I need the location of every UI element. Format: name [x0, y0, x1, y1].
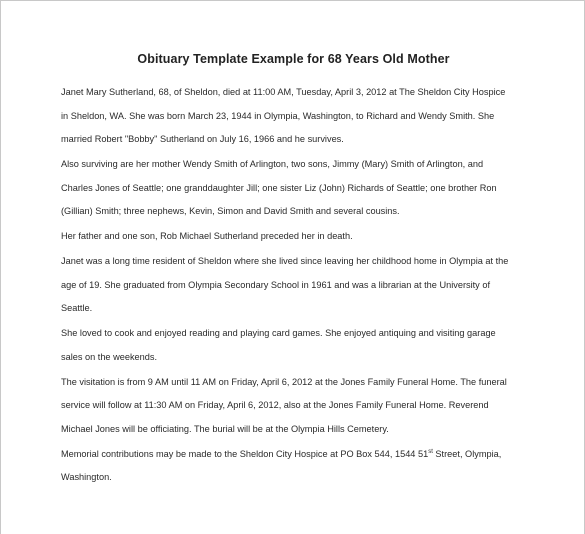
document-title: Obituary Template Example for 68 Years Old Mother	[137, 52, 450, 66]
paragraph-memorial	[61, 443, 531, 490]
paragraph-services	[61, 371, 531, 442]
text-line: Her father and one son, Rob Michael Sutherland preceded her in death.	[61, 231, 353, 241]
text-line: married Robert "Bobby" Sutherland on July 16, 1966 and he survives.	[61, 134, 344, 144]
paragraph-biography	[61, 250, 531, 321]
ordinal-suffix: st	[428, 448, 433, 455]
paragraph-hobbies	[61, 322, 531, 369]
text-fragment: Memorial contributions may be made to the Sheldon City Hospice at PO Box 544, 1544 51	[61, 448, 429, 459]
text-line: Also surviving are her mother Wendy Smith of Arlington, two sons, Jimmy (Mary) Smith of Arlington, and	[61, 159, 484, 169]
text-line: (Gillian) Smith; three nephews, Kevin, Simon and David Smith and several cousins.	[61, 206, 400, 216]
paragraph-survivors	[61, 153, 531, 224]
text-line	[61, 443, 531, 467]
text-line: Janet was a long time resident of Sheldon where she lived since leaving her childhood home in Olympia at the	[61, 256, 509, 266]
text-line: The visitation is from 9 AM until 11 AM on Friday, April 6, 2012 at the Jones Family Funeral Home. The funeral	[61, 376, 507, 387]
paragraph-death-notice	[61, 81, 531, 152]
text-line: Washington.	[61, 472, 112, 482]
paragraph-preceded	[61, 225, 531, 249]
text-line: in Sheldon, WA. She was born March 23, 1944 in Olympia, Washington, to Richard and Wendy Smith. She	[61, 110, 495, 121]
document-body	[61, 81, 531, 491]
text-line: Janet Mary Sutherland, 68, of Sheldon, died at 11:00 AM, Tuesday, April 3, 2012 at The Sheldon City Hospice	[61, 87, 506, 97]
text-line: Seattle.	[61, 303, 93, 313]
text-line: service will follow at 11:30 AM on Friday, April 6, 2012, also at the Jones Family Funeral Home. Reverend	[61, 400, 489, 410]
text-line: sales on the weekends.	[61, 351, 158, 362]
text-fragment: Street, Olympia,	[432, 448, 502, 459]
text-line: She loved to cook and enjoyed reading and playing card games. She enjoyed antiquing and visiting garage	[61, 328, 496, 338]
text-line: Michael Jones will be officiating. The burial will be at the Olympia Hills Cemetery.	[61, 423, 389, 434]
text-line: Charles Jones of Seattle; one granddaughter Jill; one sister Liz (John) Richards of Seattle; one brother Ron	[61, 182, 497, 193]
text-line: age of 19. She graduated from Olympia Secondary School in 1961 and was a librarian at the University of	[61, 279, 490, 290]
